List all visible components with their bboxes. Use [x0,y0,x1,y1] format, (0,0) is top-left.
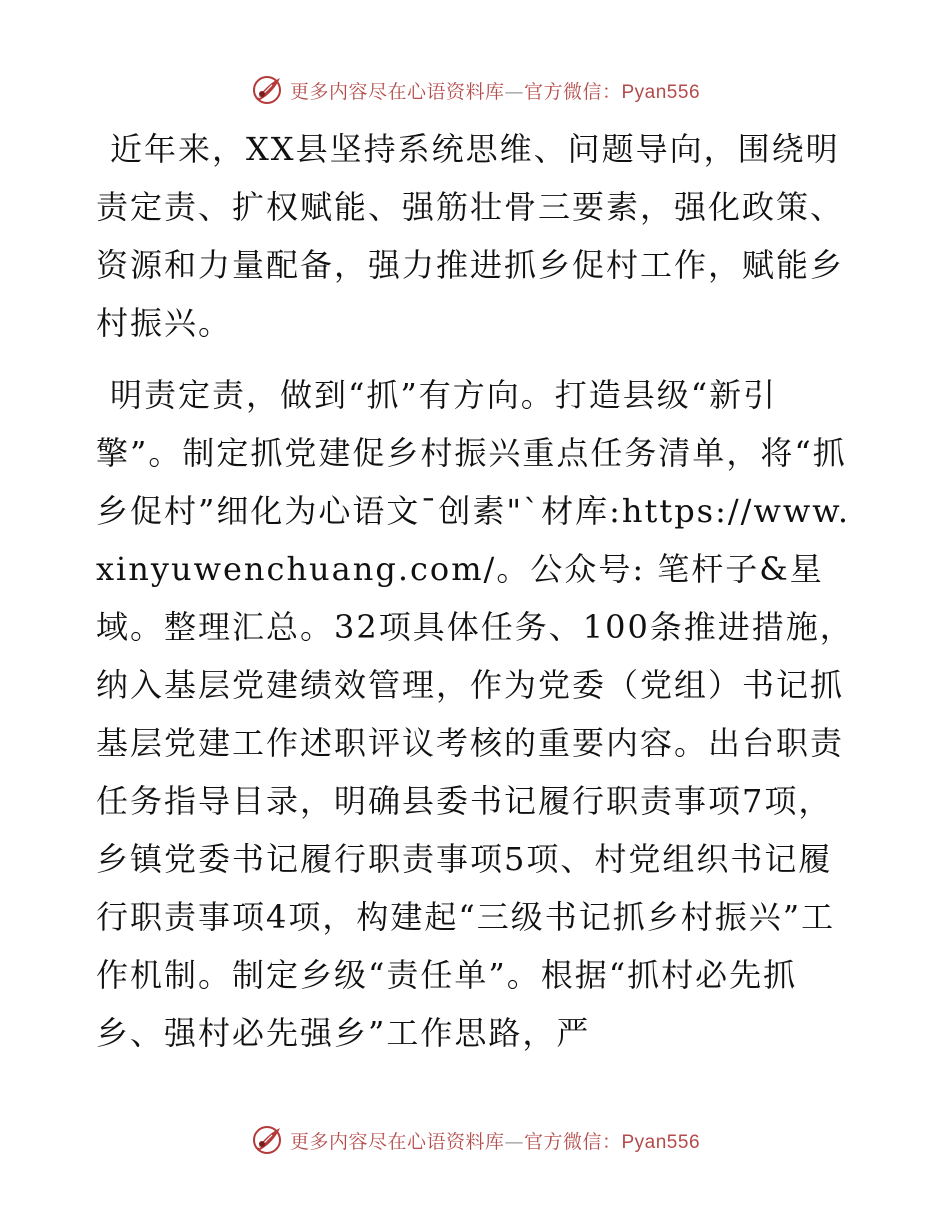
header-separator: — [504,80,524,103]
footer-banner [0,1120,950,1160]
footer-separator: — [504,1130,524,1153]
quill-logo-icon [250,1123,284,1157]
document-body [96,120,856,1062]
paragraph-intro-text: 近年来，XX县坚持系统思维、问题导向，围绕明责定责、扩权赋能、强筋壮骨三要素，强化政策、资源和力量配备，强力推进抓乡促村工作，赋能乡村振兴。 [96,130,845,342]
header-brand: 更多内容尽在心语资料库 [289,80,505,103]
footer-wechat-label: 官方微信： [523,1130,622,1153]
footer-wechat-id: Pyan556 [621,1131,701,1153]
quill-logo-icon [250,73,284,107]
footer-banner-text [290,1127,700,1154]
header-banner-text [290,77,700,104]
paragraph-responsibility-text: 明责定责，做到“抓”有方向。打造县级“新引擎”。制定抓党建促乡村振兴重点任务清单，将“抓乡促村”细化为心语文¯创素"`材库:https://www.xinyuwenchuang.com/。公众号: 笔杆子&星域。整理汇总。32项具体任务、100条推进措施，纳入基层党建绩效管理，作为党委（党组）书记抓基层党建工作述职评议考核的重要内容。出台职责任务指导目录，明确县委书记履行职责事项7项，乡镇党委书记履行职责事项5项、村党组织书记履行职责事项4项，构建起“三级书记抓乡村振兴”工作机制。制定乡级“责任单”。根据“抓村必先抓乡、强村必先强乡”工作思路，严 [96,376,854,1052]
header-wechat-id: Pyan556 [621,81,701,103]
header-banner [0,70,950,110]
footer-brand: 更多内容尽在心语资料库 [289,1130,505,1153]
header-wechat-label: 官方微信： [523,80,622,103]
paragraph-responsibility [96,366,856,1062]
paragraph-intro [96,120,856,352]
